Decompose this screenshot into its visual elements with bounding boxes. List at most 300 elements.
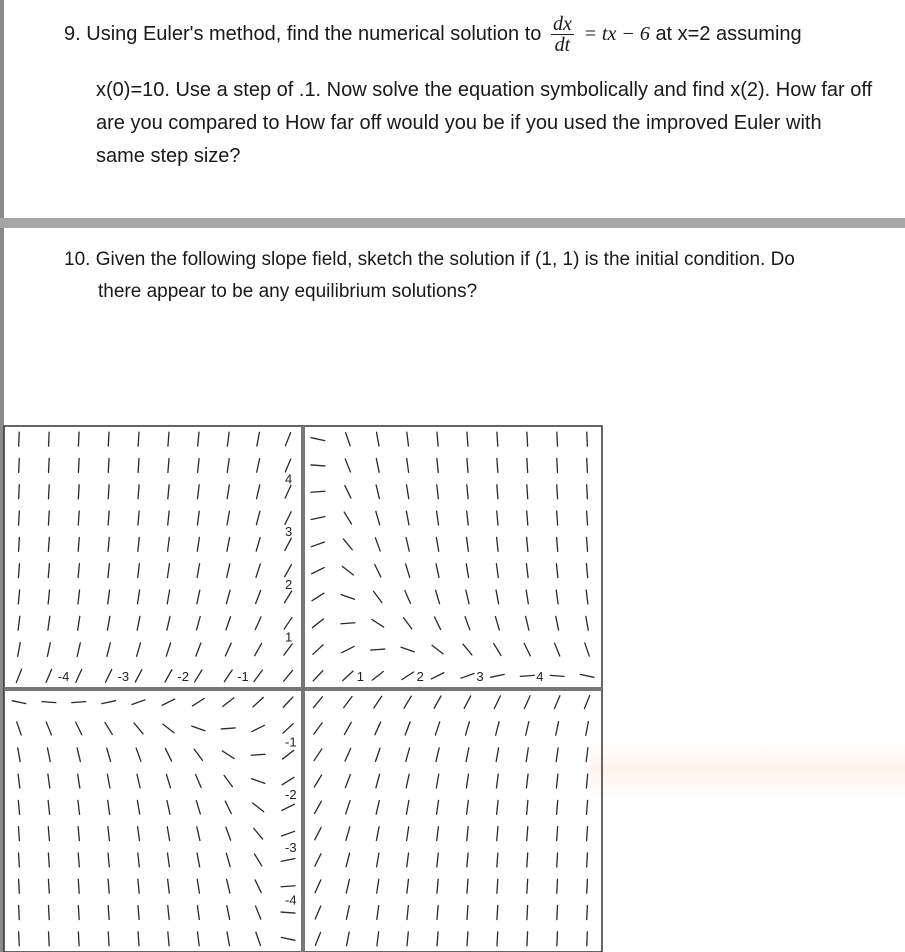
slope-segment [461, 674, 474, 679]
slope-segment [374, 591, 382, 602]
slope-segment [344, 722, 351, 734]
slope-segment [491, 674, 505, 677]
question-10-line1: Given the following slope field, sketch the solution if (1, 1) is the initial condition. Do [95, 249, 795, 270]
slope-segment [436, 774, 438, 788]
question-10 [64, 244, 894, 308]
slope-segment [407, 932, 408, 946]
slope-segment [78, 432, 79, 446]
slope-segment [138, 537, 139, 551]
slope-segment [285, 433, 290, 446]
slope-segment [467, 432, 468, 446]
slope-segment [497, 827, 498, 841]
slope-segment [227, 906, 230, 920]
slope-segment [257, 432, 260, 446]
slope-segment [467, 485, 468, 499]
slope-segment [587, 458, 588, 472]
slope-segment [497, 879, 498, 893]
slope-segment [345, 748, 351, 761]
slope-segment [524, 696, 530, 709]
slope-segment [346, 433, 351, 446]
slope-segment [48, 564, 49, 578]
slope-segment [256, 564, 260, 577]
slope-segment [165, 670, 172, 682]
slope-segment [527, 432, 528, 446]
slope-segment [587, 906, 588, 920]
slope-segment [256, 538, 260, 551]
slope-segment [436, 564, 439, 578]
slope-segment [224, 670, 232, 682]
slope-segment [162, 699, 175, 705]
slope-segment [556, 564, 557, 578]
slope-segment [341, 595, 354, 600]
slope-segment [346, 879, 349, 893]
slope-segment [48, 800, 49, 814]
slope-segment [108, 432, 109, 446]
slope-segment [256, 932, 261, 945]
slope-segment [403, 618, 411, 629]
slope-segment [168, 879, 170, 893]
slope-segment [138, 485, 139, 499]
scan-shading [590, 740, 905, 800]
slope-segment [312, 619, 323, 628]
slope-segment [48, 853, 49, 867]
slope-segment [431, 673, 444, 679]
slope-segment [345, 459, 350, 472]
slope-segment [401, 647, 414, 652]
slope-segment [198, 432, 199, 446]
slope-segment [315, 827, 321, 839]
slope-segment [377, 879, 379, 893]
slope-segment [281, 831, 294, 836]
slope-segment [341, 623, 355, 624]
slope-segment [556, 722, 559, 736]
slope-segment [346, 827, 350, 840]
slope-segment [520, 675, 534, 676]
slope-segment [48, 485, 49, 499]
x-tick-label: -4 [57, 669, 70, 684]
slope-segment [196, 775, 201, 788]
slope-segment [372, 619, 384, 627]
slope-segment [256, 511, 259, 525]
slope-segment [466, 590, 469, 604]
slope-segment [168, 485, 169, 499]
slope-segment [167, 616, 170, 630]
slope-segment [105, 722, 112, 734]
slope-segment [163, 724, 174, 733]
slope-segment [138, 906, 139, 920]
slope-segment [437, 827, 439, 841]
slope-segment [167, 853, 169, 867]
x-tick-label: -1 [237, 669, 249, 684]
slope-segment [527, 906, 528, 920]
slope-segment [194, 749, 202, 760]
slope-segment [406, 511, 409, 525]
slope-segment [197, 827, 200, 841]
slope-segment [48, 879, 49, 893]
slope-segment [497, 432, 498, 446]
slope-segment [76, 722, 82, 735]
slope-segment [587, 827, 588, 841]
slope-segment [12, 701, 26, 704]
slope-segment [72, 702, 86, 703]
slope-segment [496, 590, 499, 604]
slope-segment [78, 827, 79, 841]
slope-segment [167, 827, 169, 841]
slope-segment [467, 511, 469, 525]
slope-segment [346, 853, 349, 867]
slope-segment [407, 432, 409, 446]
slope-segment [497, 511, 498, 525]
slope-segment [497, 458, 498, 472]
slope-segment [78, 564, 79, 578]
slope-segment [437, 432, 438, 446]
slope-segment [497, 906, 498, 920]
slope-segment [467, 932, 468, 946]
slope-segment [19, 932, 20, 946]
slope-segment [406, 800, 408, 814]
slope-segment [108, 932, 109, 946]
x-tick-label: 1 [356, 669, 365, 684]
slope-segment [167, 564, 169, 578]
slope-segment [527, 511, 528, 525]
slope-segment [168, 511, 169, 525]
slope-segment [254, 670, 262, 681]
slope-segment [257, 485, 260, 499]
slope-segment [311, 491, 325, 492]
slope-segment [497, 800, 498, 814]
slope-segment [48, 511, 49, 525]
slope-segment [132, 700, 145, 705]
slope-segment [18, 827, 19, 841]
slope-segment [78, 511, 79, 525]
slope-segment [285, 485, 291, 498]
slope-segment [557, 853, 558, 867]
slope-segment [19, 879, 20, 893]
slope-segment [496, 722, 499, 736]
slope-segment [556, 616, 559, 630]
slope-segment [437, 879, 438, 893]
slope-segment [137, 774, 140, 788]
slope-segment [437, 853, 438, 867]
slope-segment [375, 538, 380, 551]
slope-segment [437, 906, 438, 920]
slope-segment [313, 645, 323, 654]
slope-segment [496, 564, 498, 578]
equation-rhs: = tx − 6 [583, 22, 650, 45]
slope-segment [227, 564, 230, 578]
slope-segment [466, 722, 470, 735]
slope-segment [225, 801, 231, 814]
slope-segment [315, 906, 320, 919]
slope-segment [557, 827, 558, 841]
slope-segment [405, 591, 410, 604]
slope-segment [586, 564, 587, 578]
slope-segment [496, 774, 498, 788]
slope-segment [406, 774, 409, 788]
slope-segment [48, 537, 49, 551]
slope-segment [372, 672, 383, 681]
slope-segment [407, 853, 409, 867]
slope-segment [284, 591, 291, 603]
slope-segment [195, 670, 202, 682]
slope-segment [226, 853, 230, 866]
slope-segment [17, 722, 22, 735]
slope-segment [526, 616, 529, 630]
slope-segment [19, 511, 20, 525]
slope-segment [557, 511, 558, 525]
slope-segment [48, 774, 50, 788]
slope-field-plot [0, 422, 610, 952]
slope-segment [557, 800, 558, 814]
slope-segment [406, 748, 410, 761]
slope-segment [256, 906, 261, 919]
slope-segment [196, 643, 201, 656]
slope-segment [46, 669, 51, 682]
slope-segment [376, 459, 379, 473]
slope-segment [434, 696, 441, 708]
slope-segment [375, 722, 381, 735]
x-tick-label: 3 [476, 669, 484, 684]
slope-segment [257, 459, 260, 473]
slope-segment [376, 774, 380, 787]
slope-segment [255, 617, 261, 630]
slope-segment [198, 485, 200, 499]
slope-segment [587, 853, 588, 867]
slope-segment [586, 748, 588, 762]
slope-segment [527, 485, 528, 499]
slope-segment [108, 564, 109, 578]
slope-segment [376, 485, 379, 499]
slope-segment [108, 906, 109, 920]
slope-segment [167, 590, 169, 604]
slope-segment [19, 432, 20, 446]
slope-segment [375, 748, 380, 761]
slope-segment [527, 827, 528, 841]
slope-segment [135, 670, 141, 682]
slope-segment [102, 701, 116, 704]
slope-segment [467, 827, 468, 841]
slope-segment [527, 537, 528, 551]
slope-segment [437, 511, 439, 525]
slope-segment [192, 726, 205, 731]
slope-segment [376, 511, 380, 524]
x-tick-label: 4 [536, 669, 544, 684]
question-9-body: x(0)=10. Use a step of .1. Now solve the equation symbolically and find x(2). How far off are you compared to How far off would you be if you used the improved Euler with same step size? [96, 79, 873, 167]
slope-segment [586, 616, 588, 630]
slope-segment [344, 697, 352, 708]
slope-segment [463, 644, 472, 655]
slope-segment [16, 669, 21, 682]
slope-segment [47, 748, 50, 762]
slope-segment [108, 800, 110, 814]
slope-segment [557, 932, 558, 946]
slope-segment [107, 748, 111, 761]
slope-segment [585, 643, 590, 656]
slope-segment [138, 879, 139, 893]
slope-segment [377, 906, 379, 920]
slope-segment [78, 590, 80, 604]
slope-segment [285, 565, 292, 577]
slope-segment [466, 564, 468, 578]
slope-segment [254, 854, 261, 866]
slope-segment [226, 827, 231, 840]
slope-segment [436, 748, 439, 762]
slope-segment [377, 853, 379, 867]
slope-segment [197, 564, 199, 578]
slope-segment [226, 590, 230, 603]
slope-segment [526, 564, 528, 578]
slope-segment [375, 564, 381, 577]
slope-segment [78, 774, 80, 788]
slope-segment [224, 775, 232, 786]
slope-segment [314, 775, 321, 787]
slope-segment [557, 458, 558, 472]
slope-segment [527, 458, 528, 472]
slope-segment [437, 800, 439, 814]
slope-segment [434, 617, 440, 630]
slope-segment [467, 537, 469, 551]
slope-segment [406, 564, 410, 577]
question-10-number: 10. [64, 249, 91, 270]
slope-segment [197, 853, 200, 867]
slope-segment [108, 458, 109, 472]
slope-segment [557, 485, 558, 499]
slope-segment [437, 458, 438, 472]
slope-segment [227, 459, 229, 473]
slope-segment [226, 617, 231, 630]
slope-segment [465, 617, 470, 630]
slope-segment [223, 698, 234, 707]
slope-segment [107, 643, 110, 657]
question-9-number: 9. [64, 22, 81, 45]
slope-segment [587, 879, 588, 893]
slope-segment [587, 511, 588, 525]
y-tick-label: -3 [285, 839, 297, 855]
slope-segment [138, 827, 140, 841]
slope-segment [251, 754, 265, 755]
slope-segment [227, 537, 230, 551]
slope-segment [376, 801, 379, 815]
slope-segment [557, 537, 558, 551]
slope-segment [78, 853, 79, 867]
slope-segment [556, 590, 558, 604]
slope-segment [311, 517, 325, 520]
slope-segment [18, 643, 21, 657]
slope-segment [78, 932, 79, 946]
slope-segment [406, 538, 409, 552]
section-divider [0, 218, 905, 228]
slope-segment [556, 774, 557, 788]
slope-segment [137, 616, 140, 630]
slope-segment [407, 459, 409, 473]
slope-segment [222, 751, 234, 759]
slope-segment [587, 485, 588, 499]
slope-segment [555, 643, 560, 656]
slope-segment [227, 485, 229, 499]
y-tick-label: 1 [285, 629, 293, 645]
slope-segment [374, 696, 382, 708]
slope-segment [192, 698, 204, 706]
slope-segment [586, 774, 587, 788]
slope-segment [557, 879, 558, 893]
slope-segment [586, 590, 588, 604]
slope-segment [19, 853, 20, 867]
y-tick-label: -1 [285, 734, 297, 750]
slope-segment [494, 644, 501, 656]
x-tick-label: -3 [117, 669, 130, 684]
slope-segment [78, 458, 79, 472]
slope-segment [342, 646, 355, 652]
slope-segment [253, 803, 264, 812]
slope-segment [311, 542, 324, 547]
slope-segment [168, 537, 170, 551]
slope-segment [407, 485, 409, 499]
slope-segment [281, 912, 295, 913]
y-tick-label: 4 [285, 471, 293, 487]
slope-segment [467, 800, 469, 814]
slope-segment [48, 616, 50, 630]
slope-segment [405, 722, 410, 735]
slope-segment [285, 512, 291, 525]
slope-segment [166, 643, 170, 656]
slope-segment [76, 669, 82, 682]
slope-segment [19, 458, 20, 472]
slope-segment [495, 617, 499, 630]
slope-segment [436, 590, 440, 603]
slope-segment [166, 774, 170, 787]
x-tick-label: 2 [416, 669, 424, 684]
slope-segment [281, 937, 295, 940]
y-tick-label: 2 [285, 576, 293, 592]
slope-segment [42, 702, 56, 703]
slope-segment [497, 537, 499, 551]
slope-segment [253, 697, 263, 706]
slope-segment [587, 432, 588, 446]
slope-segment [343, 671, 353, 680]
slope-segment [168, 932, 169, 946]
slope-segment [46, 722, 51, 735]
slope-segment [587, 800, 588, 814]
slope-segment [77, 643, 80, 657]
slope-segment [435, 722, 439, 735]
slope-segment [432, 645, 443, 654]
slope-segment [315, 801, 322, 813]
slope-segment [526, 590, 528, 604]
slope-segment [377, 932, 379, 946]
slope-segment [78, 537, 79, 551]
slope-segment [404, 696, 411, 708]
slope-segment [197, 906, 199, 920]
x-tick-label: -2 [177, 669, 189, 684]
slope-segment [284, 644, 292, 655]
slope-segment [437, 932, 438, 946]
slope-segment [78, 485, 79, 499]
slope-segment [108, 485, 109, 499]
slope-segment [580, 674, 594, 677]
slope-segment [165, 748, 171, 761]
slope-segment [283, 724, 293, 733]
slope-segment [557, 906, 558, 920]
slope-segment [49, 458, 50, 472]
slope-segment [47, 643, 50, 657]
slope-segment [554, 696, 559, 709]
slope-segment [346, 801, 350, 814]
slope-segment [285, 459, 290, 472]
slope-segment [437, 485, 439, 499]
slope-segment [227, 511, 229, 525]
slope-segment [252, 725, 265, 731]
fraction-numerator: dx [552, 13, 572, 35]
